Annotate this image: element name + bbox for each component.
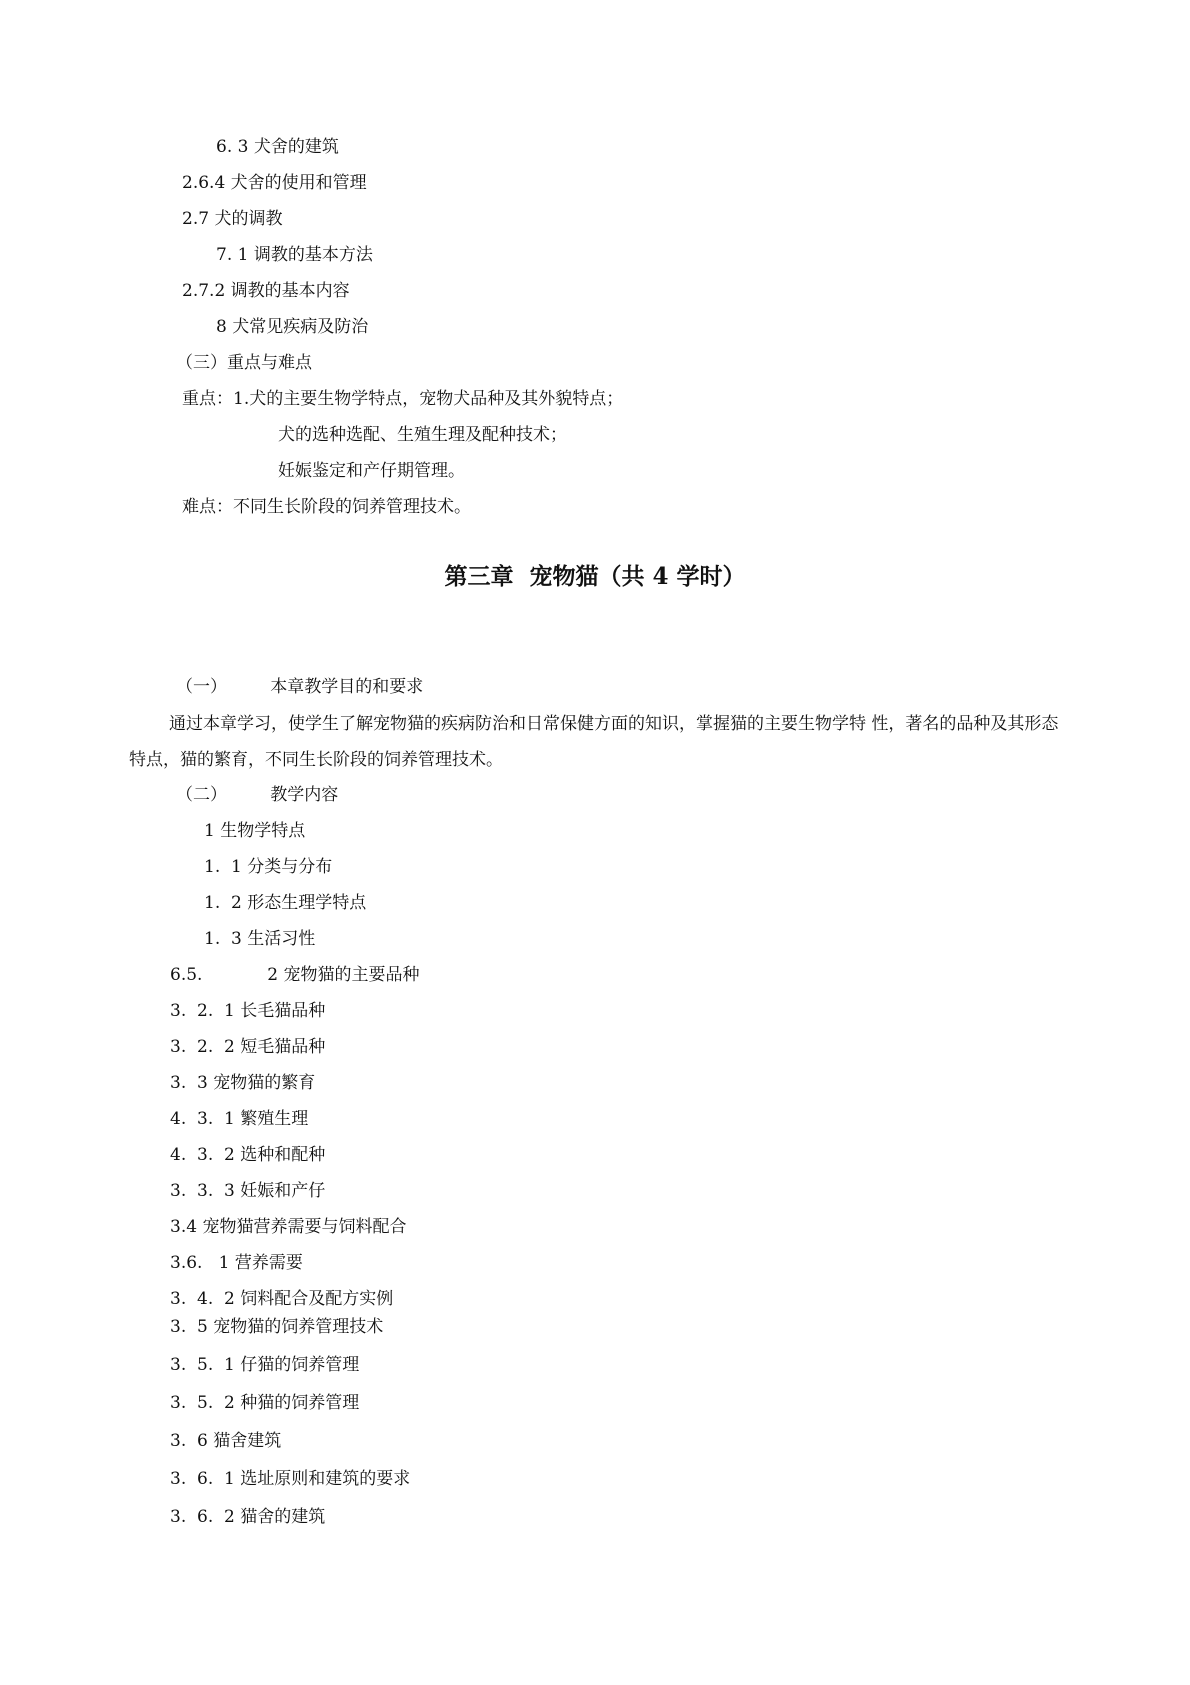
- outline-item: 3. 3. 3 妊娠和产仔: [170, 1181, 326, 1201]
- outline-item: 3. 6 猫舍建筑: [170, 1431, 282, 1451]
- outline-item: 2.7 犬的调教: [182, 209, 283, 229]
- outline-item: 4. 3. 2 选种和配种: [170, 1145, 326, 1165]
- outline-item: 3. 3 宠物猫的繁育: [170, 1073, 316, 1093]
- focus-point: 重点：1.犬的主要生物学特点，宠物犬品种及其外貌特点；: [182, 389, 624, 409]
- outline-item: 3. 6. 1 选址原则和建筑的要求: [170, 1469, 411, 1489]
- outline-item: 3. 5. 2 种猫的饲养管理: [170, 1393, 360, 1413]
- section-paragraph: [129, 706, 1075, 778]
- outline-item: 6.5. 2 宠物猫的主要品种: [170, 965, 420, 985]
- outline-item: 1. 1 分类与分布: [204, 857, 333, 877]
- section-heading: （一） 本章教学目的和要求: [176, 677, 424, 697]
- outline-item: 8 犬常见疾病及防治: [216, 317, 369, 337]
- key-points-heading: （三）重点与难点: [176, 353, 312, 373]
- outline-item: 3. 5 宠物猫的饲养管理技术: [170, 1317, 384, 1337]
- outline-item: 1. 2 形态生理学特点: [204, 893, 367, 913]
- outline-item: 1 生物学特点: [204, 821, 306, 841]
- paragraph-text: 通过本章学习，使学生了解宠物猫的疾病防治和日常保健方面的知识，掌握猫的主要生物学特 性，著名的品种及其形态特点，猫的繁育，不同生长阶段的饲养管理技术。: [129, 714, 1059, 770]
- focus-point: 犬的选种选配、生殖生理及配种技术；: [278, 425, 567, 445]
- outline-item: 3. 6. 2 猫舍的建筑: [170, 1507, 326, 1527]
- outline-item: 2.6.4 犬舍的使用和管理: [182, 173, 367, 193]
- outline-item: 3. 2. 2 短毛猫品种: [170, 1037, 326, 1057]
- outline-item: 7. 1 调教的基本方法: [216, 245, 373, 265]
- outline-item: 3. 4. 2 饲料配合及配方实例: [170, 1289, 394, 1309]
- difficulty-point: 难点：不同生长阶段的饲养管理技术。: [182, 497, 471, 517]
- outline-item: 3.4 宠物猫营养需要与饲料配合: [170, 1217, 407, 1237]
- outline-item: 3. 2. 1 长毛猫品种: [170, 1001, 326, 1021]
- section-heading: （二） 教学内容: [176, 785, 339, 805]
- outline-item: 4. 3. 1 繁殖生理: [170, 1109, 309, 1129]
- outline-item: 3.6. 1 营养需要: [170, 1253, 303, 1273]
- outline-item: 3. 5. 1 仔猫的饲养管理: [170, 1355, 360, 1375]
- outline-item: 1. 3 生活习性: [204, 929, 316, 949]
- outline-item: 6. 3 犬舍的建筑: [216, 137, 339, 157]
- focus-point: 妊娠鉴定和产仔期管理。: [278, 461, 465, 481]
- chapter-title: 第三章 宠物猫（共 4 学时）: [444, 563, 746, 590]
- outline-item: 2.7.2 调教的基本内容: [182, 281, 350, 301]
